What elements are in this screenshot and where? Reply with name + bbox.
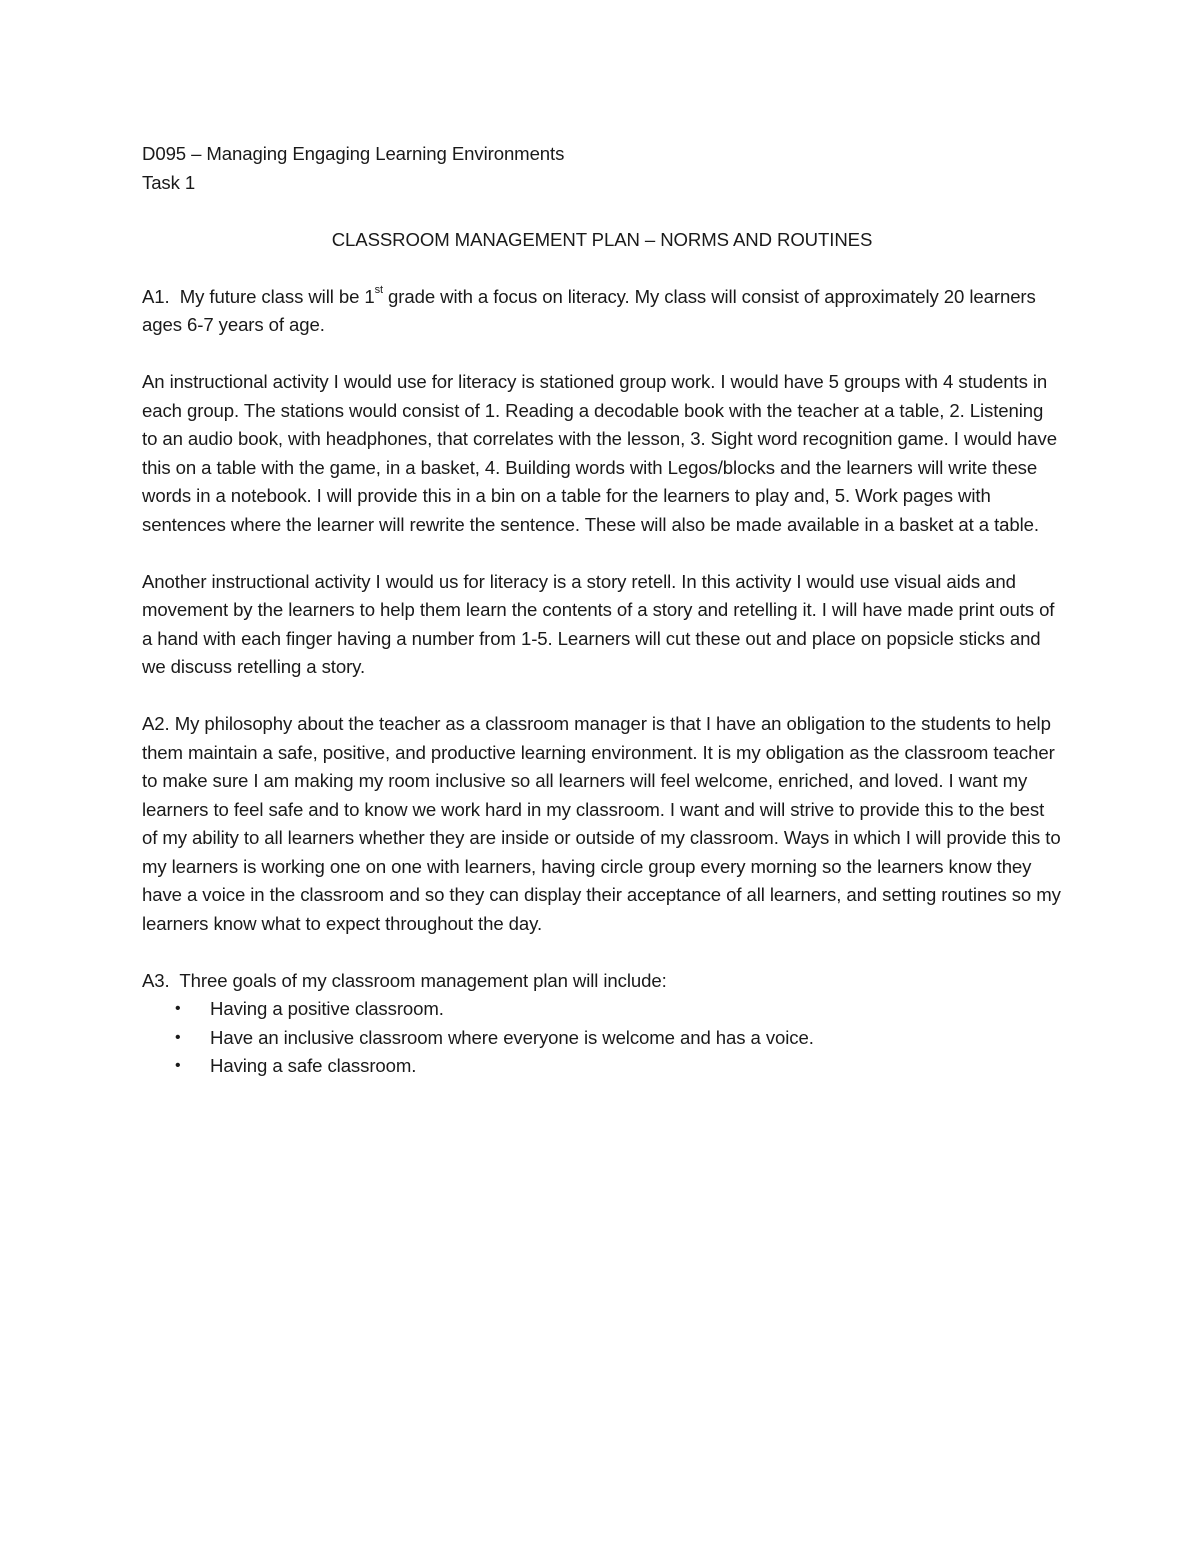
task-label: Task 1: [142, 171, 196, 193]
list-item: [142, 1024, 1062, 1053]
paragraph-retell: Another instructional activity I would us for literacy is a story retell. In this activity I would use visual aids and movement by the learners to help them learn the contents of a story and retelling it. I will have made print outs of a hand with each finger having a number from 1-5. Learners will cut these out and place on popsicle sticks and we discuss retelling a story.: [142, 570, 1055, 677]
list-item: [142, 995, 1062, 1024]
course-title: D095 – Managing Engaging Learning Environments: [142, 143, 565, 164]
section-a1-text-start: My future class will be 1: [179, 285, 375, 307]
document-page: [142, 140, 1062, 1081]
goal-text: Having a positive classroom.: [210, 998, 444, 1019]
section-a1-text-end: grade with a focus on literacy. My class will consist of approximately 20 learners ages 6-7 years of age.: [142, 285, 1036, 335]
section-a3-intro: Three goals of my classroom management plan will include:: [179, 969, 667, 991]
goal-text: Having a safe classroom.: [210, 1055, 417, 1076]
section-a3: [142, 967, 1062, 996]
section-a3-label: A3.: [142, 969, 170, 991]
section-a2-label: A2.: [142, 713, 170, 734]
bullet-icon: •: [175, 1028, 181, 1046]
bullet-icon: •: [175, 1000, 181, 1017]
section-a1: [142, 283, 1062, 340]
goals-list: [142, 995, 1062, 1081]
section-a2-text: My philosophy about the teacher as a classroom manager is that I have an obligation to the students to help them maintain a safe, positive, and productive learning environment. It is my obligation as the classroom teacher to make sure I am making my room inclusive so all learners will feel welcome, enriched, and loved. I want my learners to feel safe and to know we work hard in my classroom. I want and will strive to provide this to the best of my ability to all learners whether they are inside or outside of my classroom. Ways in which I will provide this to my learners is working one on one with learners, having circle group every morning so the learners know they have a voice in the classroom and so they can display their acceptance of all learners, and setting routines so my learners know what to expect throughout the day.: [142, 713, 1061, 934]
section-a1-label: A1.: [142, 285, 170, 307]
section-a2: [142, 710, 1062, 938]
bullet-icon: •: [175, 1057, 181, 1074]
document-title: CLASSROOM MANAGEMENT PLAN – NORMS AND ROUTINES: [331, 228, 873, 250]
ordinal-suffix: st: [374, 284, 383, 297]
paragraph-stations: An instructional activity I would use for literacy is stationed group work. I would have 5 groups with 4 students in each group. The stations would consist of 1. Reading a decodable book with the teacher at a table, 2. Listening to an audio book, with headphones, that correlates with the lesson, 3. Sight word recognition game. I would have this on a table with the game, in a basket, 4. Building words with Legos/blocks and the learners will write these words in a notebook. I will provide this in a bin on a table for the learners to play and, 5. Work pages with sentences where the learner will rewrite the sentence. These will also be made available in a basket at a table.: [142, 371, 1057, 535]
list-item: [142, 1052, 1062, 1081]
goal-text: Have an inclusive classroom where everyone is welcome and has a voice.: [210, 1026, 814, 1048]
